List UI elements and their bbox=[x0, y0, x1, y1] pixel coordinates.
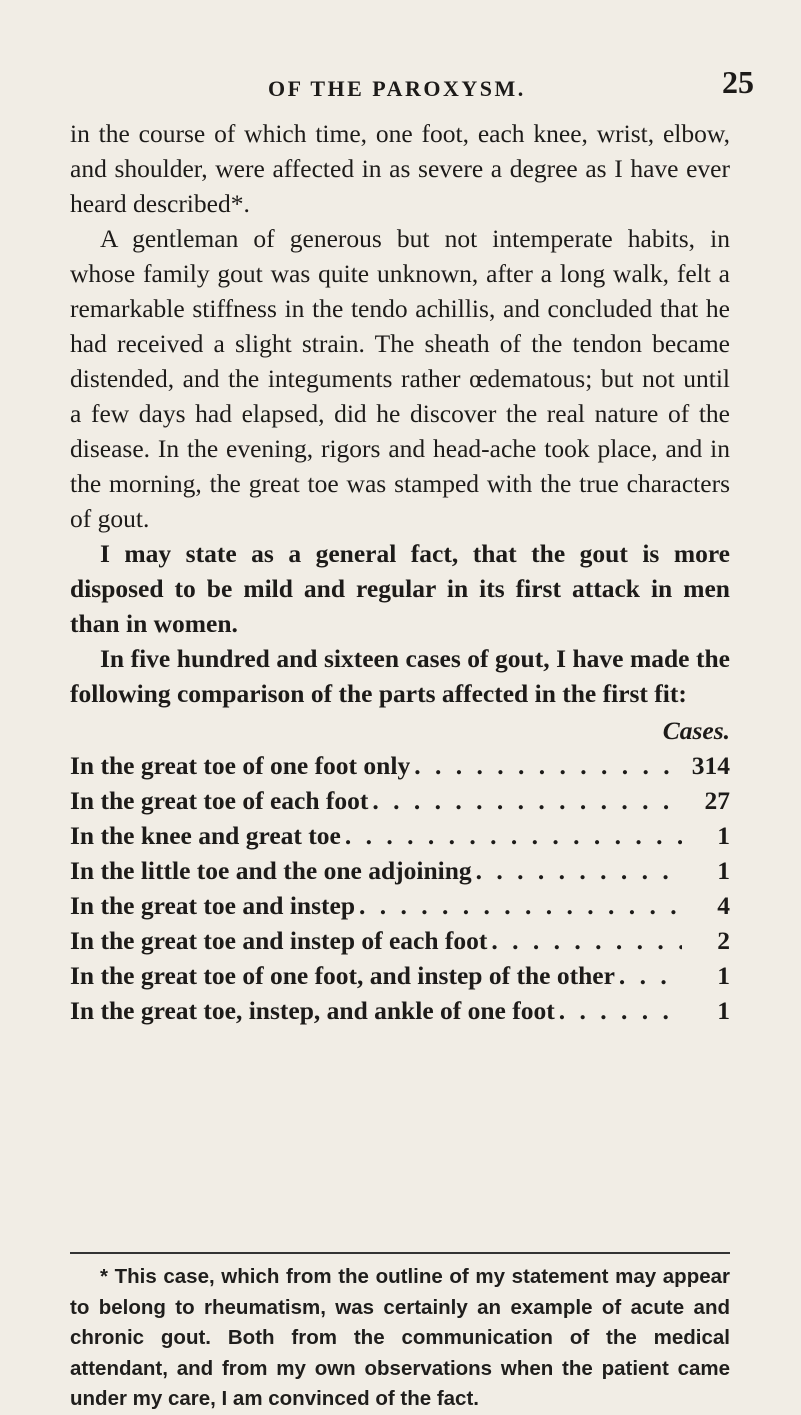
dot-leader bbox=[368, 783, 682, 818]
footnote-text: * This case, which from the outline of my statement may appear to belong to rheumatism, was certainly an example of acute and chronic gout. Both from the communication of the medical attendant, and from my own observations when the patient came under my care, I am convinced of the fact. bbox=[70, 1265, 730, 1410]
table-row bbox=[70, 853, 730, 888]
paragraph-general-fact: I may state as a general fact, that the gout is more disposed to be mild and regular in its first attack in men than in women. bbox=[70, 539, 730, 638]
case-label: In the great toe and instep of each foot bbox=[70, 926, 488, 955]
case-label: In the knee and great toe bbox=[70, 821, 341, 850]
case-label: In the great toe and instep bbox=[70, 891, 355, 920]
table-row bbox=[70, 783, 730, 818]
case-count: 1 bbox=[717, 961, 730, 990]
running-head: OF THE PAROXYSM. bbox=[268, 76, 526, 101]
case-count: 2 bbox=[717, 926, 730, 955]
paragraph-continued: in the course of which time, one foot, each knee, wrist, elbow, and shoulder, were affected in as severe a degree as I have ever heard described*. bbox=[70, 119, 730, 218]
case-label: In the great toe of one foot only bbox=[70, 751, 411, 780]
table-row bbox=[70, 818, 730, 853]
case-label: In the great toe, instep, and ankle of one foot bbox=[70, 996, 555, 1025]
case-count: 27 bbox=[704, 786, 730, 815]
case-count: 1 bbox=[717, 996, 730, 1025]
footnote bbox=[70, 1262, 730, 1415]
page-number: 25 bbox=[722, 64, 754, 100]
paragraph-comparison-intro: In five hundred and sixteen cases of gout, I have made the following comparison of the parts affected in the first fit: bbox=[70, 644, 730, 708]
table-row bbox=[70, 748, 730, 783]
dot-leader bbox=[410, 748, 682, 783]
dot-leader bbox=[555, 993, 682, 1028]
case-count: 1 bbox=[717, 856, 730, 885]
table-row bbox=[70, 958, 730, 993]
case-label: In the great toe of each foot bbox=[70, 786, 369, 815]
case-count: 4 bbox=[717, 891, 730, 920]
case-count: 314 bbox=[691, 751, 730, 780]
table-row bbox=[70, 888, 730, 923]
case-label: In the little toe and the one adjoining bbox=[70, 856, 472, 885]
cases-column-header: Cases. bbox=[662, 716, 730, 745]
dot-leader bbox=[355, 888, 682, 923]
case-label: In the great toe of one foot, and instep of the other bbox=[70, 961, 615, 990]
footnote-divider bbox=[70, 1252, 730, 1254]
dot-leader bbox=[487, 923, 682, 958]
body-text bbox=[70, 116, 730, 1028]
dot-leader bbox=[341, 818, 682, 853]
case-count: 1 bbox=[717, 821, 730, 850]
page-header bbox=[0, 60, 801, 110]
paragraph-gentleman-case: A gentleman of generous but not intemperate habits, in whose family gout was quite unknown, after a long walk, felt a remarkable stiffness in the tendo achillis, and concluded that he had received a slight strain. The sheath of the tendon became distended, and the integuments rather œdematous; but not until a few days had elapsed, did he discover the real nature of the disease. In the evening, rigors and head-ache took place, and in the morning, the great toe was stamped with the true characters of gout. bbox=[70, 224, 730, 533]
dot-leader bbox=[472, 853, 682, 888]
table-row bbox=[70, 993, 730, 1028]
table-row bbox=[70, 923, 730, 958]
dot-leader bbox=[615, 958, 682, 993]
